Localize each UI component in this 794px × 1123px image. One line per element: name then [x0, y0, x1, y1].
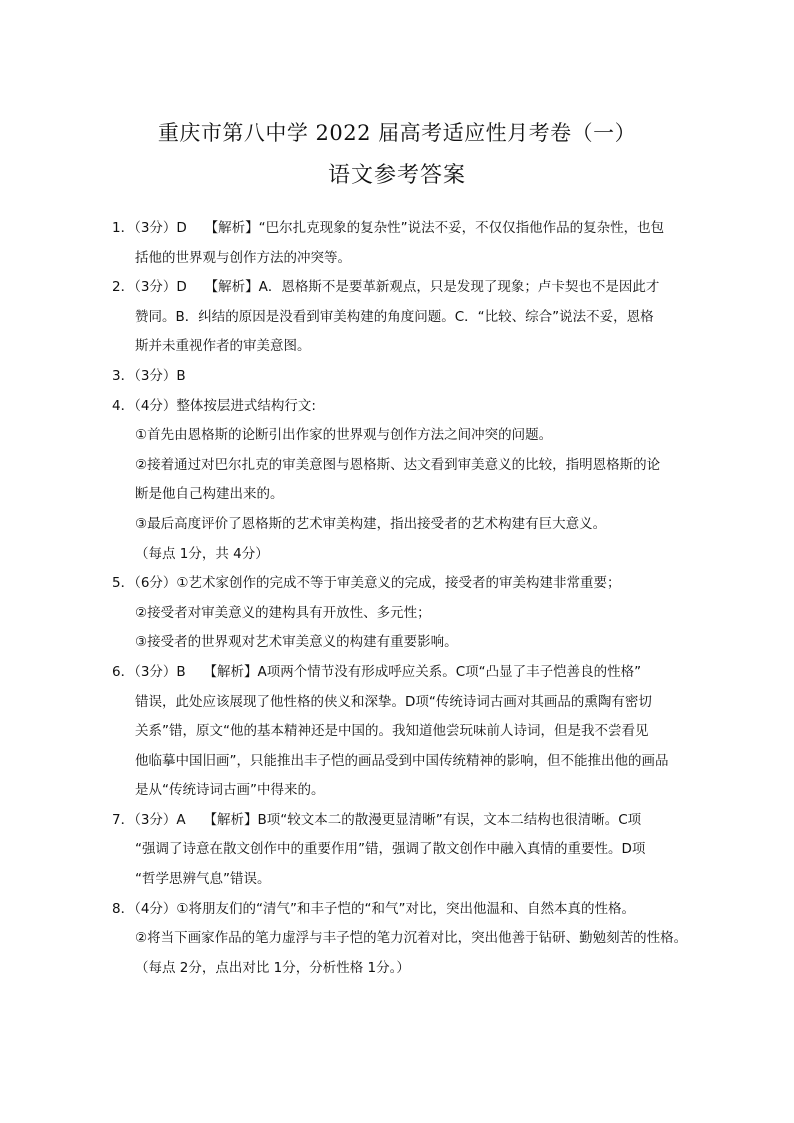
- answer-line: ②接受者对审美意义的建构具有开放性、多元性；: [135, 604, 431, 621]
- answer-line: ③最后高度评价了恩格斯的艺术审美构建，指出接受者的艺术构建有巨大意义。: [135, 515, 607, 532]
- answer-line: 3．（3分）B: [112, 367, 186, 384]
- answer-line: 7．（3分）A 【解析】B项“较文本二的散漫更显清晰”有误，文本二结构也很清晰。C项: [112, 811, 642, 828]
- answer-line: ①首先由恩格斯的论断引出作家的世界观与创作方法之间冲突的问题。: [135, 427, 553, 444]
- answer-line: 括他的世界观与创作方法的冲突等。: [135, 249, 351, 266]
- answer-line: ②接着通过对巴尔扎克的审美意图与恩格斯、达文看到审美意义的比较，指明恩格斯的论: [135, 456, 661, 473]
- answer-line: 他临摹中国旧画”，只能推出丰子恺的画品受到中国传统精神的影响，但不能推出他的画品: [135, 752, 669, 769]
- answer-line: 错误，此处应该展现了他性格的侠义和深挚。D项“传统诗词古画对其画品的熏陶有密切: [135, 693, 652, 710]
- answer-line: 1．（3分）D 【解析】“巴尔扎克现象的复杂性”说法不妥，不仅仅指他作品的复杂性，也包: [112, 220, 665, 236]
- answer-line: “强调了诗意在散文创作中的重要作用”错，强调了散文创作中融入真情的重要性。D项: [135, 841, 646, 858]
- answer-line: 是从“传统诗词古画”中得来的。: [135, 782, 325, 799]
- answer-line: 斯并未重视作者的审美意图。: [135, 338, 311, 355]
- document-subtitle: 语文参考答案: [327, 163, 466, 188]
- answer-list: [112, 214, 687, 983]
- answer-line: 断是他自己构建出来的。: [135, 486, 284, 503]
- answer-line: 2．（3分）D 【解析】A．恩格斯不是要革新观点，只是发现了现象；卢卡契也不是因此才: [112, 279, 660, 296]
- answer-line: 赞同。B．纠结的原因是没看到审美构建的角度问题。C．“比较、综合”说法不妥，恩格: [135, 308, 654, 325]
- answer-line: ②将当下画家作品的笔力虚浮与丰子恺的笔力沉着对比，突出他善于钻研、勤勉刻苦的性格。: [135, 930, 688, 947]
- answer-line: 6．（3分）B 【解析】A项两个情节没有形成呼应关系。C项“凸显了丰子恺善良的性格”: [112, 663, 642, 680]
- answer-line: （每点 2分，点出对比 1分，分析性格 1分。）: [135, 959, 410, 976]
- answer-line: 8．（4分）①将朋友们的“清气”和丰子恺的“和气”对比，突出他温和、自然本真的性格。: [112, 900, 636, 917]
- answer-line: 5．（6分）①艺术家创作的完成不等于审美意义的完成，接受者的审美构建非常重要；: [112, 575, 621, 592]
- answer-line: 关系”错，原文“他的基本精神还是中国的。我知道他尝玩味前人诗词，但是我不尝看见: [135, 723, 649, 740]
- document-title: 重庆市第八中学 2022 届高考适应性月考卷（一）: [157, 121, 637, 145]
- answer-line: （每点 1分，共 4分）: [135, 545, 269, 562]
- answer-line: 4．（4分）整体按层进式结构行文:: [112, 397, 316, 414]
- answer-line: ③接受者的世界观对艺术审美意义的构建有重要影响。: [135, 634, 458, 651]
- answer-line: “哲学思辨气息”错误。: [135, 871, 271, 888]
